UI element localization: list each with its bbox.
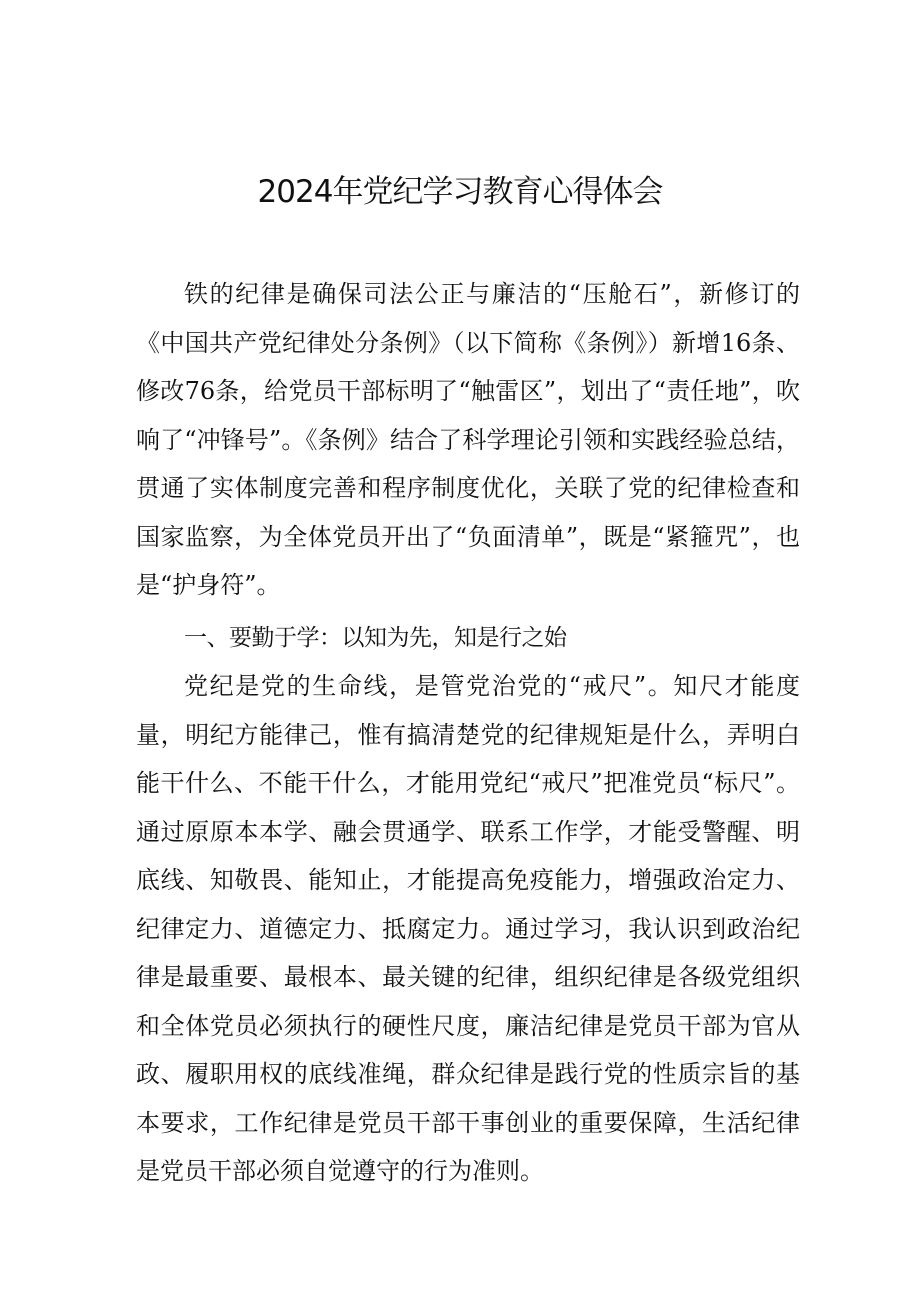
section-heading-1: 一、要勤于学：以知为先，知是行之始	[184, 625, 567, 651]
document-title: 2024年党纪学习教育心得体会	[257, 174, 663, 210]
paragraph-section-1: 党纪是党的生命线，是管党治党的“戒尺”。知尺才能度量，明纪方能律己，惟有搞清楚党的纪律规矩是什么，弄明白能干什么、不能干什么，才能用党纪“戒尺”把准党员“标尺”。通过原原本本学、融会贯通学、联系工作学，才能受警醒、明底线、知敬畏、能知止，才能提高免疫能力，增强政治定力、纪律定力、道德定力、抵腐定力。通过学习，我认识到政治纪律是最重要、最根本、最关键的纪律，组织纪律是各级党组织和全体党员必须执行的硬性尺度，廉洁纪律是党员干部为官从政、履职用权的底线准绳，群众纪律是践行党的性质宗旨的基本要求，工作纪律是党员干部干事创业的重要保障，生活纪律是党员干部必须自觉遵守的行为准则。	[136, 672, 800, 1185]
paragraph-intro: 铁的纪律是确保司法公正与廉洁的“压舱石”，新修订的《中国共产党纪律处分条例》（以下简称《条例》）新增16条、修改76条，给党员干部标明了“触雷区”，划出了“责任地”，吹响了“冲锋号”。《条例》结合了科学理论引领和实践经验总结，贯通了实体制度完善和程序制度优化，关联了党的纪律检查和国家监察，为全体党员开出了“负面清单”，既是“紧箍咒”，也是“护身符”。	[136, 280, 800, 599]
